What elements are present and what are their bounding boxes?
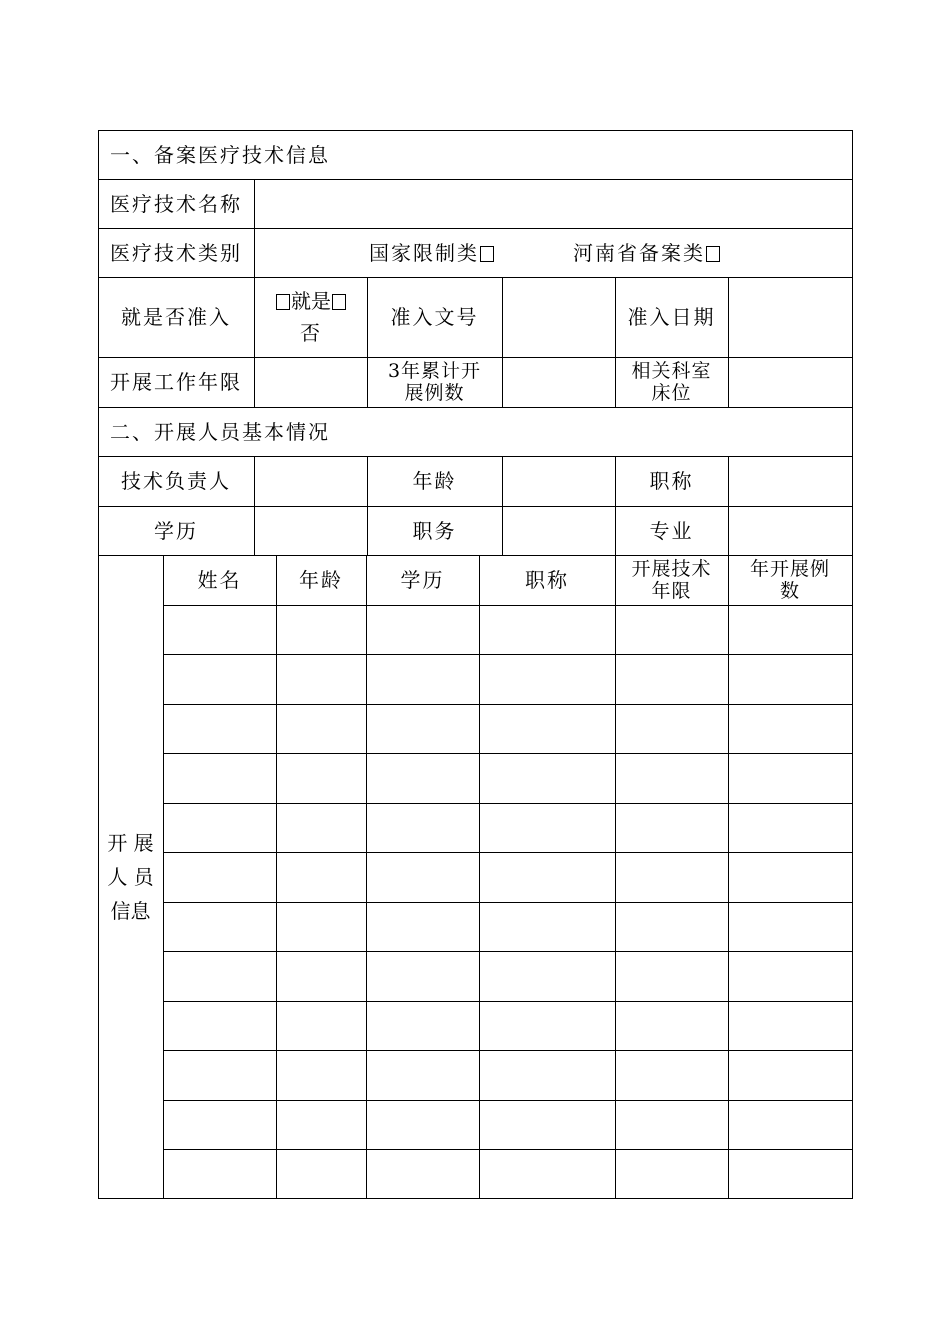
lead-age-label: 年龄 [412, 469, 457, 493]
table-cell[interactable] [367, 1001, 479, 1048]
work-years-field[interactable] [255, 358, 367, 407]
table-cell[interactable] [616, 1051, 728, 1098]
access-yes-label: 就是 [291, 289, 331, 313]
table-cell[interactable] [164, 754, 276, 801]
table-cell[interactable] [164, 952, 276, 999]
header-education: 学历 [400, 568, 445, 592]
table-cell[interactable] [367, 1051, 479, 1098]
table-cell[interactable] [164, 1100, 276, 1147]
table-cell[interactable] [480, 1100, 615, 1147]
table-cell[interactable] [367, 804, 479, 851]
lead-education-label: 学历 [154, 518, 198, 543]
tech-name-field[interactable] [255, 180, 852, 228]
table-cell[interactable] [480, 705, 615, 752]
table-cell[interactable] [367, 705, 479, 752]
table-cell[interactable] [277, 1051, 366, 1098]
table-cell[interactable] [729, 952, 852, 999]
header-name: 姓名 [197, 568, 242, 592]
tech-category-label: 医疗技术类别 [110, 240, 242, 265]
table-cell[interactable] [164, 606, 276, 653]
table-cell[interactable] [164, 804, 276, 851]
table-cell[interactable] [616, 902, 728, 949]
filing-form [98, 130, 853, 1199]
tech-lead-label: 技术负责人 [121, 469, 231, 493]
category-national-option[interactable] [369, 241, 495, 265]
table-cell[interactable] [277, 606, 366, 653]
section1-heading: 一、备案医疗技术信息 [110, 142, 330, 167]
table-cell[interactable] [277, 902, 366, 949]
form-border-bottom [98, 1198, 853, 1199]
table-cell[interactable] [277, 754, 366, 801]
cases-3yr-label-line2: 展例数 [404, 382, 465, 404]
table-cell[interactable] [729, 853, 852, 900]
table-cell[interactable] [729, 804, 852, 851]
access-no-checkbox[interactable] [332, 294, 346, 310]
cases-3yr-label-line1: 3年累计开 [387, 360, 482, 382]
table-cell[interactable] [616, 1001, 728, 1048]
table-cell[interactable] [729, 606, 852, 653]
access-yes-checkbox[interactable] [276, 294, 290, 310]
access-no-label: 否 [300, 321, 322, 345]
category-henan-option[interactable] [573, 241, 721, 265]
table-cell[interactable] [277, 705, 366, 752]
access-doc-label: 准入文号 [390, 305, 479, 329]
header-tech-years-line2: 年限 [651, 580, 692, 602]
lead-education-field[interactable] [255, 507, 367, 555]
table-cell[interactable] [277, 804, 366, 851]
staff-side-label-line3: 信息 [110, 898, 151, 923]
table-cell[interactable] [616, 754, 728, 801]
table-cell[interactable] [164, 1051, 276, 1098]
staff-side-label [98, 555, 163, 1198]
table-cell[interactable] [616, 853, 728, 900]
table-cell[interactable] [729, 1051, 852, 1098]
table-cell[interactable] [480, 952, 615, 999]
lead-position-label: 职务 [412, 518, 457, 543]
table-cell[interactable] [616, 655, 728, 702]
table-cell[interactable] [616, 705, 728, 752]
header-annual-cases [728, 555, 852, 605]
table-cell[interactable] [277, 1149, 366, 1196]
table-cell[interactable] [164, 853, 276, 900]
table-cell[interactable] [616, 1100, 728, 1147]
header-annual-cases-line1: 年开展例 [749, 558, 830, 580]
lead-position-field[interactable] [503, 507, 615, 555]
table-cell[interactable] [480, 754, 615, 801]
access-options [255, 277, 367, 357]
table-cell[interactable] [164, 705, 276, 752]
header-tech-years [615, 555, 728, 605]
table-cell[interactable] [164, 1149, 276, 1196]
table-cell[interactable] [729, 754, 852, 801]
table-cell[interactable] [164, 1001, 276, 1048]
access-date-field[interactable] [729, 278, 852, 357]
lead-specialty-label: 专业 [649, 518, 694, 543]
table-cell[interactable] [616, 804, 728, 851]
table-cell[interactable] [277, 1001, 366, 1048]
table-cell[interactable] [367, 1149, 479, 1196]
table-cell[interactable] [729, 1100, 852, 1147]
table-cell[interactable] [480, 853, 615, 900]
table-cell[interactable] [164, 902, 276, 949]
header-title: 职称 [525, 568, 569, 592]
table-cell[interactable] [367, 606, 479, 653]
table-cell[interactable] [277, 1100, 366, 1147]
form-border-right [852, 130, 853, 1199]
table-cell[interactable] [367, 902, 479, 949]
table-cell[interactable] [164, 655, 276, 702]
access-yes-no-line [275, 289, 347, 313]
header-tech-years-line1: 开展技术 [631, 558, 712, 580]
category-national-checkbox[interactable] [480, 246, 494, 262]
header-annual-cases-line2: 数 [779, 580, 800, 602]
table-cell[interactable] [729, 902, 852, 949]
lead-title-field[interactable] [729, 457, 852, 506]
work-years-label: 开展工作年限 [110, 370, 242, 394]
table-cell[interactable] [480, 1149, 615, 1196]
staff-side-label-line1: 开 展 [107, 830, 154, 855]
table-cell[interactable] [616, 606, 728, 653]
section2-heading: 二、开展人员基本情况 [110, 419, 330, 444]
table-cell[interactable] [480, 606, 615, 653]
table-cell[interactable] [277, 952, 366, 999]
table-cell[interactable] [277, 853, 366, 900]
table-cell[interactable] [480, 655, 615, 702]
lead-specialty-field[interactable] [729, 507, 852, 555]
access-label: 就是否准入 [121, 305, 231, 329]
lead-age-field[interactable] [503, 457, 615, 506]
header-age: 年龄 [299, 568, 343, 592]
dept-beds-field[interactable] [729, 358, 852, 407]
cases-3yr-field[interactable] [503, 358, 615, 407]
table-cell[interactable] [729, 705, 852, 752]
tech-lead-field[interactable] [255, 457, 367, 506]
dept-beds-label-line2: 床位 [651, 382, 692, 404]
table-cell[interactable] [729, 1001, 852, 1048]
category-henan-label: 河南省备案类 [573, 240, 705, 265]
access-date-label: 准入日期 [627, 305, 716, 329]
table-cell[interactable] [480, 804, 615, 851]
category-national-label: 国家限制类 [369, 240, 479, 265]
table-cell[interactable] [367, 1100, 479, 1147]
table-cell[interactable] [480, 1001, 615, 1048]
table-cell[interactable] [367, 853, 479, 900]
tech-name-label: 医疗技术名称 [110, 191, 242, 216]
access-doc-field[interactable] [503, 278, 615, 357]
table-cell[interactable] [480, 1051, 615, 1098]
table-cell[interactable] [277, 655, 366, 702]
cases-3yr-label [367, 357, 502, 407]
table-cell[interactable] [616, 1149, 728, 1196]
category-henan-checkbox[interactable] [706, 246, 720, 262]
table-cell[interactable] [729, 655, 852, 702]
table-cell[interactable] [367, 754, 479, 801]
table-cell[interactable] [616, 952, 728, 999]
dept-beds-label-line1: 相关科室 [631, 360, 712, 382]
tech-category-options [255, 228, 852, 277]
staff-side-label-line2: 人 员 [107, 864, 154, 889]
dept-beds-label [615, 357, 728, 407]
table-cell[interactable] [480, 902, 615, 949]
table-cell[interactable] [729, 1149, 852, 1196]
table-cell[interactable] [367, 952, 479, 999]
lead-title-label: 职称 [649, 469, 694, 493]
table-cell[interactable] [367, 655, 479, 702]
